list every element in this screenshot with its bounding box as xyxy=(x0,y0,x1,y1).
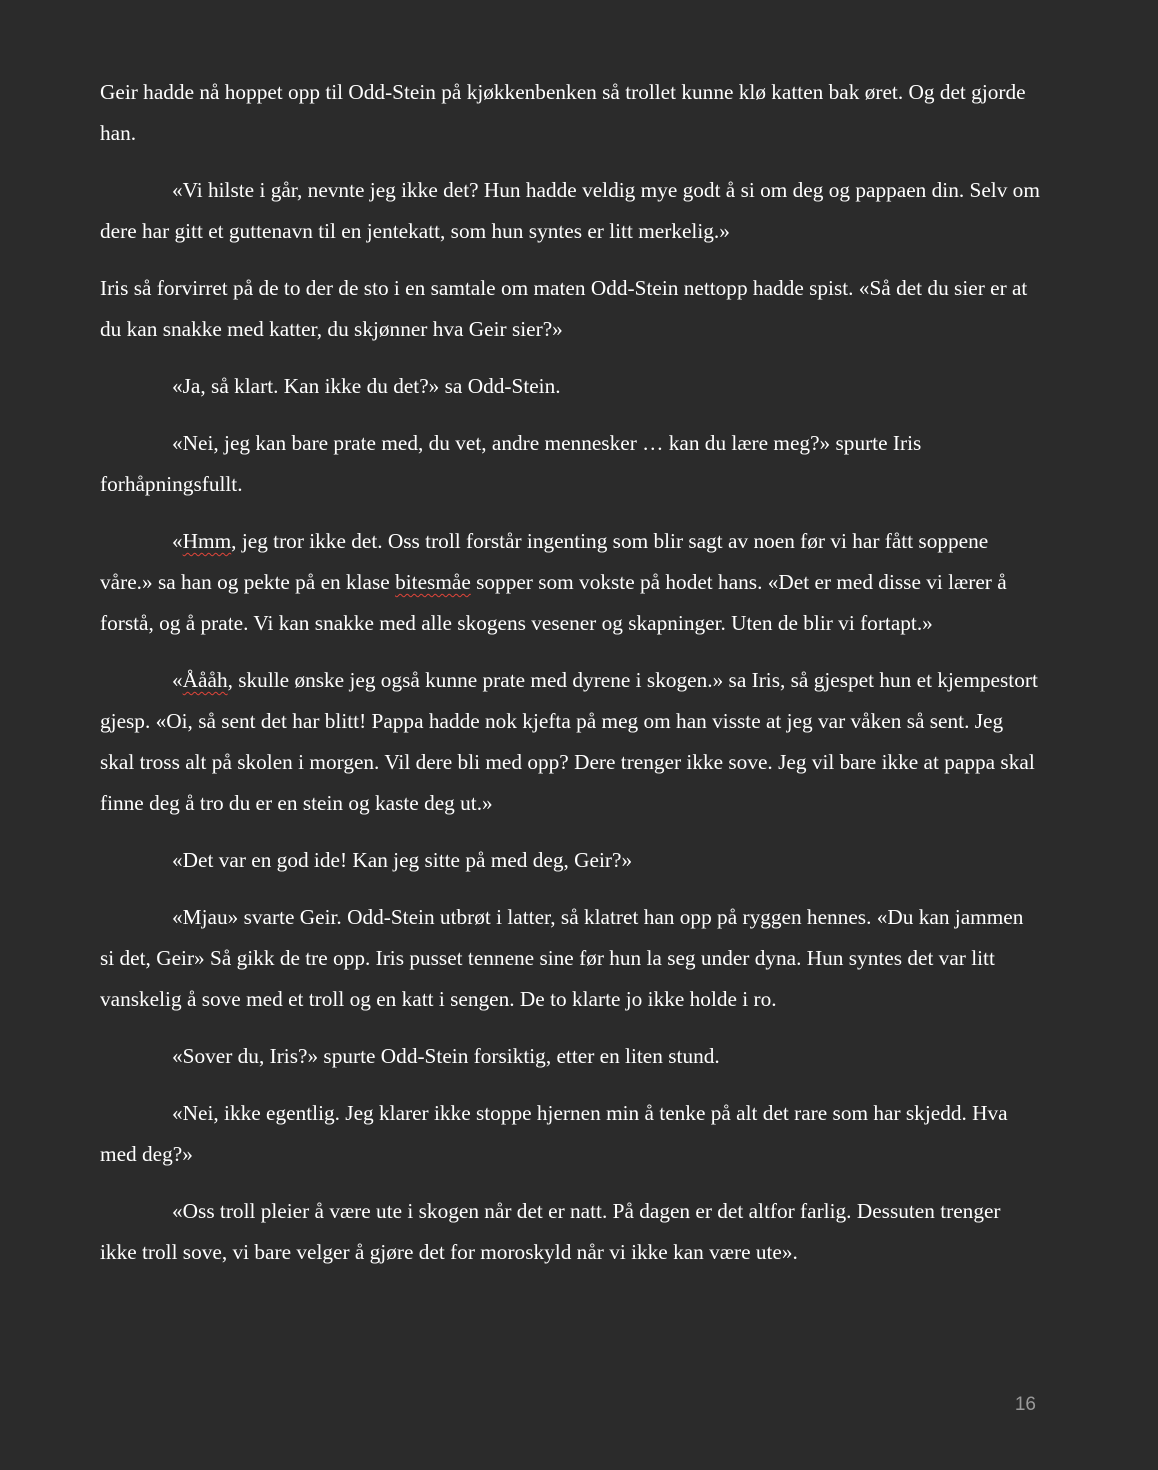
document-page xyxy=(100,72,1040,1289)
paragraph xyxy=(100,521,1040,644)
paragraph xyxy=(100,1036,1040,1077)
paragraph xyxy=(100,170,1040,252)
paragraph-text: Iris så forvirret på de to der de sto i en samtale om maten Odd-Stein nettopp hadde spist. «Så det du sier er at du kan snakke med katter, du skjønner hva Geir sier?» xyxy=(100,276,1028,341)
paragraph-text: , skulle ønske jeg også kunne prate med dyrene i skogen.» sa Iris, så gjespet hun et kjempestort gjesp. «Oi, så sent det har blitt! Pappa hadde nok kjefta på meg om han visste at jeg var våken så sent. Jeg skal tross alt på skolen i morgen. Vil dere bli med opp? Dere trenger ikke sove. Jeg vil bare ikke at pappa skal finne deg å tro du er en stein og kaste deg ut.» xyxy=(100,668,1038,815)
paragraph-text: «Det var en god ide! Kan jeg sitte på med deg, Geir?» xyxy=(172,848,633,872)
paragraph-text: Geir hadde nå hoppet opp til Odd-Stein på kjøkkenbenken så trollet kunne klø katten bak øret. Og det gjorde han. xyxy=(100,80,1026,145)
paragraph-text: «Ja, så klart. Kan ikke du det?» sa Odd-Stein. xyxy=(172,374,561,398)
spellcheck-flagged-word: Hmm xyxy=(182,529,232,553)
paragraph-text: « xyxy=(172,668,183,692)
paragraph xyxy=(100,660,1040,824)
paragraph xyxy=(100,840,1040,881)
paragraph-text: «Oss troll pleier å være ute i skogen når det er natt. På dagen er det altfor farlig. Dessuten trenger ikke troll sove, vi bare velger å gjøre det for moroskyld når vi ikke kan være ute». xyxy=(100,1199,1001,1264)
paragraph-text: , jeg tror ikke det. Oss troll forstår ingenting som blir sagt av noen før vi har fått soppene våre.» sa han og pekte på en klase xyxy=(100,529,989,594)
paragraph xyxy=(100,268,1040,350)
paragraph-text: « xyxy=(172,529,183,553)
paragraph xyxy=(100,897,1040,1020)
paragraph xyxy=(100,423,1040,505)
paragraph xyxy=(100,72,1040,154)
paragraph-text: «Sover du, Iris?» spurte Odd-Stein forsiktig, etter en liten stund. xyxy=(172,1044,720,1068)
paragraph-text: «Nei, ikke egentlig. Jeg klarer ikke stoppe hjernen min å tenke på alt det rare som har skjedd. Hva med deg?» xyxy=(100,1101,1008,1166)
paragraph-text: sopper som vokste på hodet hans. «Det er med disse vi lærer å forstå, og å prate. Vi kan snakke med alle skogens vesener og skapninger. Uten de blir vi fortapt.» xyxy=(100,570,1007,635)
paragraph xyxy=(100,366,1040,407)
paragraph-text: «Nei, jeg kan bare prate med, du vet, andre mennesker … kan du lære meg?» spurte Iris forhåpningsfullt. xyxy=(100,431,922,496)
spellcheck-flagged-word: bitesmåe xyxy=(395,570,471,594)
paragraph xyxy=(100,1191,1040,1273)
paragraph-text: «Vi hilste i går, nevnte jeg ikke det? Hun hadde veldig mye godt å si om deg og pappaen din. Selv om dere har gitt et guttenavn til en jentekatt, som hun syntes er litt merkelig.» xyxy=(100,178,1040,243)
paragraph xyxy=(100,1093,1040,1175)
spellcheck-flagged-word: Åååh xyxy=(182,668,228,692)
page-number: 16 xyxy=(1014,1394,1036,1415)
paragraph-text: «Mjau» svarte Geir. Odd-Stein utbrøt i latter, så klatret han opp på ryggen hennes. «Du kan jammen si det, Geir» Så gikk de tre opp. Iris pusset tennene sine før hun la seg under dyna. Hun syntes det var litt vanskelig å sove med et troll og en katt i sengen. De to klarte jo ikke holde i ro. xyxy=(100,905,1024,1011)
